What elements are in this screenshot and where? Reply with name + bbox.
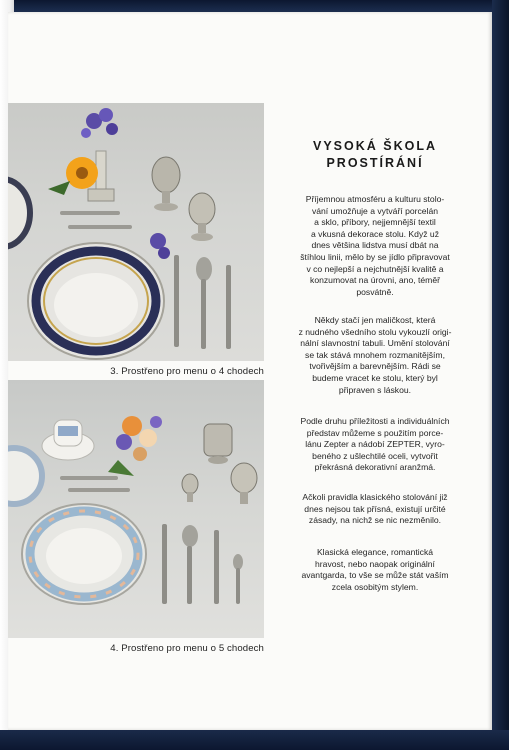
photo-caption-1: 3. Prostřeno pro menu o 4 chodech xyxy=(110,366,264,377)
paragraph-line: v co nejlepší a nejchutnější kvalitě a xyxy=(306,263,444,274)
paragraph-line: avantgarda, to vše se může stát vaším xyxy=(301,570,449,581)
paragraph-line: Ačkoli pravidla klasického stolování již xyxy=(302,492,448,502)
table-setting-photo-1 xyxy=(8,103,264,361)
paragraph-line: Někdy stačí jen maličkost, která xyxy=(314,315,436,325)
binder-edge-top xyxy=(0,0,509,12)
paragraph-line: zcela osobitým stylem. xyxy=(331,581,419,592)
paragraph-line: vání umožňuje a vytváří porcelán xyxy=(311,205,439,216)
paragraph-line: Podle druhu příležitosti a individuálních xyxy=(300,416,450,426)
paragraph-1 xyxy=(282,194,468,298)
paragraph-line: konzumovat na úrovni, ano, téměř xyxy=(310,275,440,286)
paragraph-3 xyxy=(282,416,468,474)
paragraph-line: a sklo, příbory, nejjemnější textil xyxy=(314,217,436,228)
page-title-line-2: PROSTÍRÁNÍ xyxy=(326,156,424,170)
paragraph-line: dnes většina lidstva musí dbát na xyxy=(311,240,439,251)
paragraph-line: posvátně. xyxy=(356,286,394,297)
paragraph-line: hravost, nebo naopak originální xyxy=(315,558,435,569)
table-setting-photo-2 xyxy=(8,380,264,638)
paragraph-line: představ můžeme s použitím porce- xyxy=(306,427,444,438)
paragraph-line: lánu Zepter a nádobí ZEPTER, vyro- xyxy=(305,439,445,450)
table-setting-illustration-1 xyxy=(8,103,264,361)
table-setting-illustration-2 xyxy=(8,380,264,638)
paragraph-line: připraven s láskou. xyxy=(338,384,412,395)
paragraph-line: Příjemnou atmosféru a kulturu stolo- xyxy=(305,194,445,204)
paragraph-line: budeme vracet ke stolu, který byl xyxy=(312,372,438,383)
paragraph-line: zásady, na nichž se nic nezměnilo. xyxy=(308,515,442,526)
page-title-line-1: VYSOKÁ ŠKOLA xyxy=(312,139,437,153)
paragraph-line: Klasická elegance, romantická xyxy=(316,547,434,557)
paragraph-line: nální slavnostní tabuli. Umění stolování xyxy=(300,338,450,349)
binder-edge-bottom xyxy=(0,730,509,750)
paragraph-line: beného z ušlechtilé oceli, vytvořit xyxy=(312,450,438,461)
paragraph-line: štíhlou linii, mělo by se jídlo připravovat xyxy=(300,251,450,262)
binder-edge-right xyxy=(492,0,509,750)
paragraph-line: se tak stává mnohem rozmanitějším, xyxy=(305,349,445,360)
paragraph-2 xyxy=(282,315,468,396)
photo-caption-2: 4. Prostřeno pro menu o 5 chodech xyxy=(110,643,264,654)
paragraph-5 xyxy=(282,547,468,593)
paragraph-line: dnes nejsou tak přísná, existují určité xyxy=(304,503,446,514)
paragraph-line: překrásná dekorativní aranžmá. xyxy=(314,462,436,473)
paragraph-4 xyxy=(282,492,468,527)
paragraph-line: a vkusná dekorace stolu. Když už xyxy=(310,228,440,239)
paragraph-line: tvořivějším a barevnějším. Rádi se xyxy=(309,361,441,372)
paragraph-line: z nudného všedního stolu vykouzlí origi- xyxy=(298,326,452,337)
